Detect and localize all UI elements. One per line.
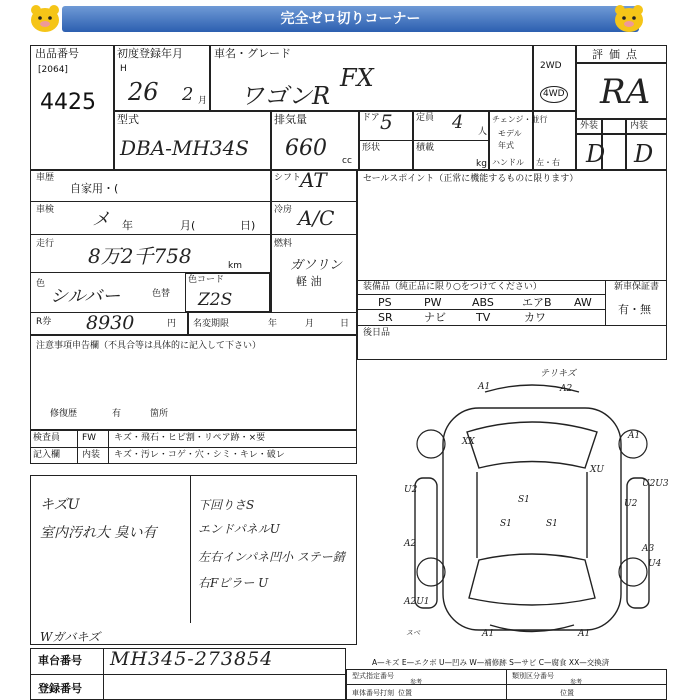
chassis-label: 車台番号 — [38, 654, 82, 667]
bear-mascot-right-icon — [612, 4, 646, 34]
record-label: 記入欄 — [33, 450, 61, 460]
diag-mark-11: S1 — [546, 519, 558, 529]
note-right-4: 右Fピラー U — [198, 576, 269, 590]
recycle-value: 8930 — [86, 312, 135, 334]
equip-aw: AW — [574, 296, 592, 309]
equipment-label: 装備品（純正品に限り○をつけてください） — [363, 282, 542, 292]
name-change-day: 日 — [340, 319, 350, 329]
car-grade: FX — [340, 64, 374, 92]
shape-label: 形状 — [362, 143, 381, 153]
handle-label: ハンドル — [492, 158, 524, 167]
int-label: 内装 — [630, 121, 649, 131]
first-reg-year: 26 — [128, 78, 159, 106]
inspector-row1: キズ・飛石・ヒビ割・リペア跡・×要 — [114, 433, 266, 443]
first-reg-label: 初度登録年月 — [117, 47, 183, 60]
equip-leather: カワ — [524, 311, 546, 324]
ac-value: A/C — [298, 206, 335, 230]
fuel-gasoline: ガソリン — [290, 258, 343, 273]
diag-mark-10: S1 — [500, 519, 512, 529]
diag-mark-4: XX — [462, 437, 475, 447]
diag-mark-8: U2 — [624, 499, 638, 509]
displacement-value: 660 — [285, 136, 327, 161]
inspector-interior: 内装 — [82, 450, 101, 460]
mileage-label: 走行 — [36, 239, 55, 249]
ref-1: 参考 — [410, 679, 423, 686]
repair-place: 箇所 — [150, 409, 169, 419]
ext-label: 外装 — [580, 121, 599, 131]
note-right-2: エンドパネルU — [198, 522, 280, 536]
class-number-label: 類別区分番号 — [512, 672, 554, 680]
car-label: 車名・グレード — [214, 47, 291, 60]
recycle-unit: 円 — [167, 319, 177, 329]
stamp-label: 車体番号打刻 — [352, 689, 394, 697]
color-change-label: 色替 — [152, 289, 171, 299]
name-change-label: 名変期限 — [193, 319, 230, 329]
note-left-2: 室内汚れ大 臭い有 — [40, 525, 157, 541]
inspection-day: 日) — [240, 219, 256, 232]
equip-sr: SR — [378, 311, 393, 324]
equip-navi: ナビ — [424, 311, 446, 324]
recycle-label: R券 — [36, 317, 52, 327]
type-number-label: 型式指定番号 — [352, 672, 394, 680]
color-code: Z2S — [198, 290, 233, 310]
handle-options: 左・右 — [536, 158, 560, 167]
model-value: DBA-MH34S — [120, 136, 250, 160]
shift-label: シフト — [274, 173, 302, 183]
diag-mark-6: U2 — [404, 485, 418, 495]
diag-mark-19: A1 — [578, 629, 591, 639]
mileage-unit: km — [228, 261, 242, 271]
fuel-light-oil: 軽 油 — [296, 275, 322, 288]
sales-equipment-block — [357, 170, 667, 360]
load-label: 積載 — [416, 143, 435, 153]
usage-value: 自家用・( — [70, 182, 119, 195]
car-name: ワゴンR — [240, 82, 331, 110]
diag-mark-17: スベ — [406, 629, 420, 637]
drive-2wd: 2WD — [540, 61, 562, 71]
diag-mark-14: A3 — [642, 544, 655, 554]
name-change-year: 年 — [268, 319, 278, 329]
diag-mark-15: U4 — [648, 559, 662, 569]
chassis-value: MH345-273854 — [110, 648, 274, 670]
model-label2: モデル — [498, 129, 522, 138]
first-reg-month: 2 — [182, 84, 194, 105]
color-code-label: 色コード — [188, 275, 225, 285]
ref-2: 参考 — [570, 679, 583, 686]
sales-point-label: セールスポイント（正常に機能するものに限ります） — [363, 174, 579, 184]
shift-value: AT — [300, 168, 327, 192]
displacement-label: 排気量 — [274, 113, 307, 126]
era: H — [120, 64, 127, 74]
damage-legend: A—キズ E—エクボ U—凹み W—補修跡 S—サビ C—腐食 XX—交換済 — [372, 658, 610, 667]
displacement-unit: cc — [342, 156, 352, 166]
diag-mark-9: U2U3 — [642, 479, 669, 489]
warranty-value: 有・無 — [618, 303, 651, 316]
stamp-pos-2: 位置 — [560, 689, 574, 697]
equip-ps: PS — [378, 296, 392, 309]
doors-label: ドア — [362, 113, 380, 123]
page-title: 完全ゼロ切りコーナー — [62, 6, 639, 32]
note-right-3: 左右インパネ凹小 ステー錆 — [198, 550, 345, 564]
doors-value: 5 — [380, 110, 393, 134]
note-left-1: キズU — [40, 497, 80, 513]
inspection-month: 月( — [180, 219, 196, 232]
diag-mark-1: A1 — [478, 382, 491, 392]
aftermarket-label: 後日品 — [363, 328, 391, 338]
equip-abs: ABS — [472, 296, 494, 309]
note-right-1: 下回りさS — [198, 498, 255, 512]
diag-mark-12: S1 — [518, 495, 530, 505]
equip-airbag: エアB — [522, 296, 552, 309]
ac-label: 冷房 — [274, 205, 293, 215]
color-label: 色 — [36, 279, 46, 289]
inspector-label: 検査員 — [33, 433, 61, 443]
inspection-value: メ — [92, 209, 110, 230]
inspection-label: 車検 — [36, 205, 55, 215]
inspector-row2: キズ・汚レ・コゲ・穴・シミ・キレ・破レ — [114, 450, 285, 460]
fuel-label: 燃料 — [274, 239, 293, 249]
diag-mark-5: A1 — [628, 431, 641, 441]
diag-mark-13: A2 — [404, 539, 417, 549]
warranty-label: 新車保証書 — [614, 282, 660, 292]
diag-mark-7: XU — [590, 465, 604, 475]
grade-label: 評価点 — [592, 48, 643, 61]
diag-mark-18: A1 — [482, 629, 495, 639]
bear-mascot-left-icon — [28, 4, 62, 34]
diag-mark-3: テリキズ — [540, 369, 576, 379]
registration-label: 登録番号 — [38, 682, 82, 695]
name-change-month: 月 — [305, 319, 315, 329]
lot-number: 4425 — [40, 90, 96, 115]
month-unit: 月 — [198, 96, 208, 106]
notes-label: 注意事項申告欄（不具合等は具体的に記入して下さい） — [36, 341, 262, 351]
diag-mark-16: A2U1 — [404, 597, 430, 607]
capacity-unit: 人 — [478, 127, 488, 137]
int-grade: D — [634, 140, 654, 168]
diag-mark-2: A2 — [560, 384, 573, 394]
equip-tv: TV — [476, 311, 491, 324]
model-change-label: チェンジ・並行 — [492, 115, 548, 124]
equip-pw: PW — [424, 296, 442, 309]
ext-grade: D — [586, 140, 606, 168]
capacity-value: 4 — [452, 112, 464, 133]
note-wmark: Wガバキズ — [40, 630, 101, 644]
load-unit: kg — [476, 159, 487, 169]
repair-exist: 有 — [112, 409, 122, 419]
grade-value: RA — [600, 72, 651, 112]
lot-label: 出品番号 — [35, 47, 79, 60]
lot-code: [2064] — [38, 65, 68, 75]
inspection-year: 年 — [122, 219, 133, 232]
stamp-pos-1: 位置 — [398, 689, 412, 697]
mileage-value: 8万2千758 — [88, 244, 192, 268]
year-label: 年式 — [498, 141, 514, 150]
model-label: 型式 — [117, 113, 139, 126]
inspector-fw: FW — [82, 433, 97, 443]
capacity-label: 定員 — [416, 113, 435, 123]
usage-label: 車歴 — [36, 173, 55, 183]
repair-label: 修復歴 — [50, 409, 78, 419]
drive-4wd: 4WD — [540, 86, 568, 103]
color-value: シルバー — [50, 286, 121, 307]
